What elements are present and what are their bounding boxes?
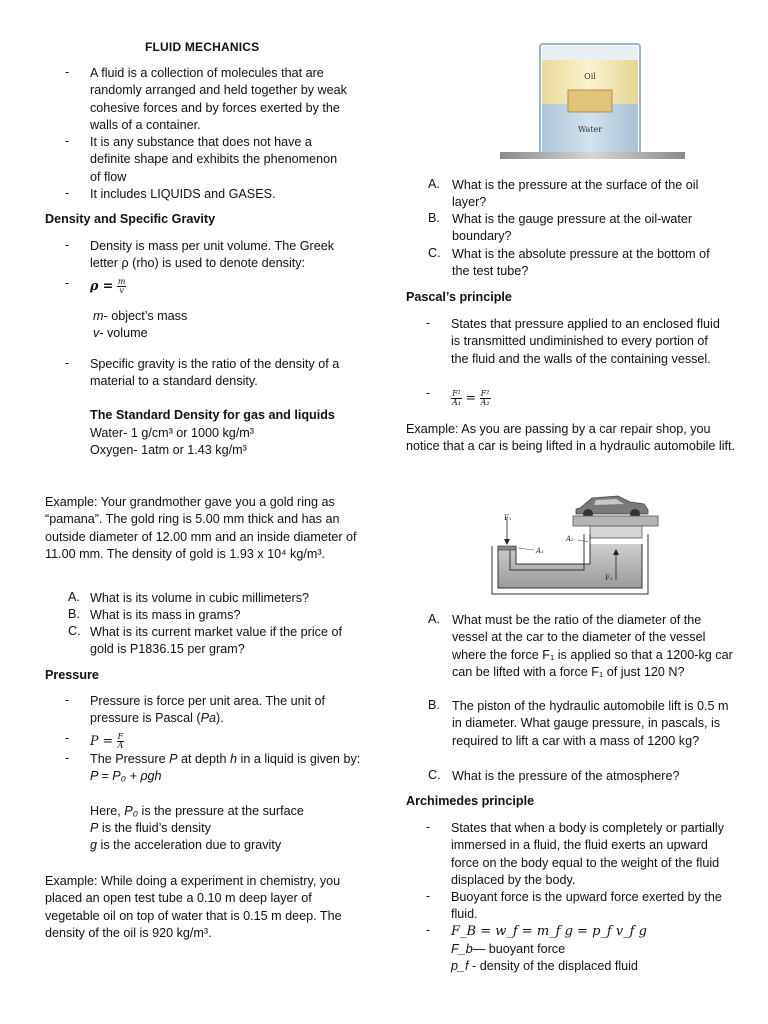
buoyant-formula-text: F_B = w_f = m_f g = p_f v_f g: [451, 924, 647, 939]
f1-arrowhead: [504, 539, 510, 545]
volume-definition-text: - volume: [99, 326, 148, 340]
question-text: What is the pressure of the atmosphere?: [452, 769, 680, 783]
lift-piston: [590, 526, 642, 538]
density-formula-expr: [90, 276, 126, 296]
f1-label: F₁: [504, 514, 512, 522]
pressure-text-part: Pressure is force per unit area. The unit of pressure is Pascal (: [90, 694, 325, 726]
volume-definition: [93, 325, 148, 342]
fraction-numerator: F: [117, 732, 124, 742]
pascal-bullet-text: States that pressure applied to an enclosed fluid is transmitted undiminished to every portion of the fluid and the walls of the containing vessel.: [451, 317, 720, 366]
wood-block: [568, 90, 612, 112]
standard-density-water: Water- 1 g/cm³ or 1000 kg/m³: [90, 426, 254, 440]
pressure-depth-text: [90, 751, 365, 786]
fraction-denominator: A₂: [480, 398, 490, 408]
pressure-formula-lhs: P =: [90, 733, 114, 748]
example-test-tube: Example: While doing a experiment in chemistry, you placed an open test tube a 0.10 m deep layer of vegetable oil on top of water that is 0.15 m deep. The density of the oil is 920 kg/m³.: [45, 874, 342, 941]
question-number: B.: [68, 607, 80, 621]
pascal-formula-expr: [451, 386, 491, 410]
question-text: What is its volume in cubic millimeters?: [90, 591, 310, 605]
pressure-text-part: ).: [216, 711, 224, 726]
a2-label: A₂: [566, 535, 574, 543]
symbol: P₀: [124, 804, 139, 818]
archimedes-bullet-text: States that when a body is completely or partially immersed in a fluid, the fluid exerts an upward force on the body equal to the weight of the fluid displaced by the body.: [451, 821, 725, 888]
density-formula-lhs: ρ =: [90, 278, 114, 293]
pascal-unit: Pa: [200, 711, 216, 726]
standard-density-heading: The Standard Density for gas and liquids: [90, 408, 335, 422]
question-text: What must be the ratio of the diameter of the vessel at the car to the diameter of the vessel where the force F₁ is applied so that a 1200-kg car can be lifted with a force F₁ of just 120 N?: [452, 613, 733, 680]
a1-pointer: [518, 548, 534, 550]
dash: -: [65, 751, 70, 765]
ring-questions: [68, 590, 368, 660]
tube-empty-top: [542, 46, 638, 60]
dash: -: [65, 65, 70, 79]
symbol: P: [169, 752, 178, 766]
fb-definition: [451, 941, 565, 958]
dash: -: [426, 386, 431, 400]
test-tube-figure: [500, 38, 685, 168]
fraction-denominator: A₁: [452, 398, 461, 408]
question-number: B.: [428, 698, 440, 712]
fraction-numerator: F²: [480, 389, 490, 399]
a1-label: A₁: [536, 547, 544, 555]
question-number: B.: [428, 211, 440, 225]
question-text: What is the pressure at the surface of the oil layer?: [452, 178, 699, 210]
mass-symbol: m: [93, 309, 104, 323]
dash: -: [426, 889, 431, 903]
question-text: What is the gauge pressure at the oil-water boundary?: [452, 212, 693, 244]
section-heading-pascal: Pascal’s principle: [406, 290, 512, 304]
dash: -: [65, 693, 70, 707]
pf-definition-text: - density of the displaced fluid: [468, 959, 638, 973]
equals-sign: =: [465, 390, 477, 405]
dash: -: [65, 238, 70, 252]
question-number: C.: [428, 246, 441, 260]
question-number: C.: [428, 768, 441, 782]
text-part: Here,: [90, 804, 125, 818]
dash: -: [426, 923, 431, 937]
hydraulic-lift-figure: [478, 488, 678, 596]
car-icon: [576, 496, 648, 519]
dash: -: [65, 134, 70, 148]
pf-symbol: p_f: [451, 959, 469, 973]
symbol: g: [90, 838, 98, 852]
here-line: [90, 820, 211, 837]
section-heading-archimedes: Archimedes principle: [406, 794, 535, 808]
text-part: The Pressure: [90, 752, 170, 766]
here-line: [90, 837, 281, 854]
tube-base: [500, 152, 685, 159]
section-heading-density: Density and Specific Gravity: [45, 212, 216, 226]
dash: -: [65, 276, 70, 290]
text-part: is the pressure at the surface: [138, 804, 304, 818]
water-label: Water: [577, 125, 603, 134]
density-bullet-text: Density is mass per unit volume. The Greek letter ρ (rho) is used to denote density:: [90, 239, 335, 271]
page-title: FLUID MECHANICS: [145, 40, 260, 54]
oil-label: Oil: [584, 72, 596, 81]
pf-definition: [451, 958, 638, 975]
density-fraction: [117, 278, 127, 295]
example-gold-ring: Example: Your grandmother gave you a gold ring as “pamana”. The gold ring is 5.00 mm thick and has an outside diameter of 12.00 mm and an inside diameter of 11.00 mm. The density of gold is 1.93 x 10⁴ kg/m³.: [45, 495, 357, 562]
text-part: in a liquid is given by:: [237, 752, 361, 766]
pascal-fraction-right: [480, 390, 491, 407]
question-number: C.: [68, 624, 81, 638]
tube-questions: [428, 177, 738, 287]
section-heading-pressure: Pressure: [45, 668, 99, 682]
lift-platform: [573, 516, 658, 526]
here-line: [90, 803, 304, 820]
text-part: is the acceleration due to gravity: [97, 838, 282, 852]
pressure-formula-expr: [90, 731, 124, 751]
pascal-fraction-left: [451, 390, 462, 407]
question-text: What is its current market value if the price of gold is P1836.15 per gram?: [90, 625, 342, 657]
dash: -: [426, 316, 431, 330]
dash: -: [65, 731, 70, 745]
question-text: What is the absolute pressure at the bottom of the test tube?: [452, 247, 710, 279]
symbol: h: [230, 752, 238, 766]
dash: -: [426, 820, 431, 834]
specific-gravity-text: Specific gravity is the ratio of the density of a material to a standard density.: [90, 357, 340, 389]
standard-density-oxygen: Oxygen- 1atm or 1.43 kg/m³: [90, 443, 247, 457]
fraction-denominator: A: [117, 741, 124, 751]
example-hydraulic-lift: Example: As you are passing by a car repair shop, you notice that a car is being lifted in a hydraulic automobile lift.: [406, 422, 736, 454]
volume-symbol: v: [93, 326, 100, 340]
small-piston: [498, 546, 516, 550]
mass-definition: [93, 308, 187, 325]
intro-bullet-text: It includes LIQUIDS and GASES.: [90, 187, 276, 201]
fraction-numerator: F¹: [452, 389, 461, 399]
question-text: What is its mass in grams?: [90, 608, 241, 622]
fraction-numerator: m: [117, 277, 126, 287]
hydraulic-fluid: [498, 544, 642, 588]
fb-definition-text: — buoyant force: [472, 942, 566, 956]
f2-label: F₂: [605, 574, 613, 582]
question-number: A.: [428, 177, 440, 191]
pressure-bullet-text: [90, 693, 360, 728]
text-part: is the fluid’s density: [98, 821, 211, 835]
question-text: The piston of the hydraulic automobile lift is 0.5 m in diameter. What gauge pressure, in pascals, is required to lift a car with a mass of 1200 kg?: [452, 699, 729, 748]
buoyant-bullet-text: Buoyant force is the upward force exerted by the fluid.: [451, 890, 722, 922]
text-part: at depth: [177, 752, 231, 766]
fraction-denominator: v: [119, 286, 124, 296]
dash: -: [65, 356, 70, 370]
pressure-fraction: [117, 733, 125, 750]
intro-bullet-text: It is any substance that does not have a definite shape and exhibits the phenomenon of flow: [90, 135, 338, 184]
a2-pointer: [578, 540, 588, 542]
mass-definition-text: - object’s mass: [103, 309, 188, 323]
question-number: A.: [68, 590, 80, 604]
question-number: A.: [428, 612, 440, 626]
fb-symbol: F_b: [451, 942, 473, 956]
lift-questions: [428, 612, 738, 787]
intro-bullet-text: A fluid is a collection of molecules that are randomly arranged and held together by weak cohesive forces and by forces exerted by the walls of a container.: [90, 66, 347, 133]
symbol: P: [90, 821, 99, 835]
pressure-depth-equation: P = P₀ + ρgh: [90, 769, 162, 784]
dash: -: [65, 186, 70, 200]
